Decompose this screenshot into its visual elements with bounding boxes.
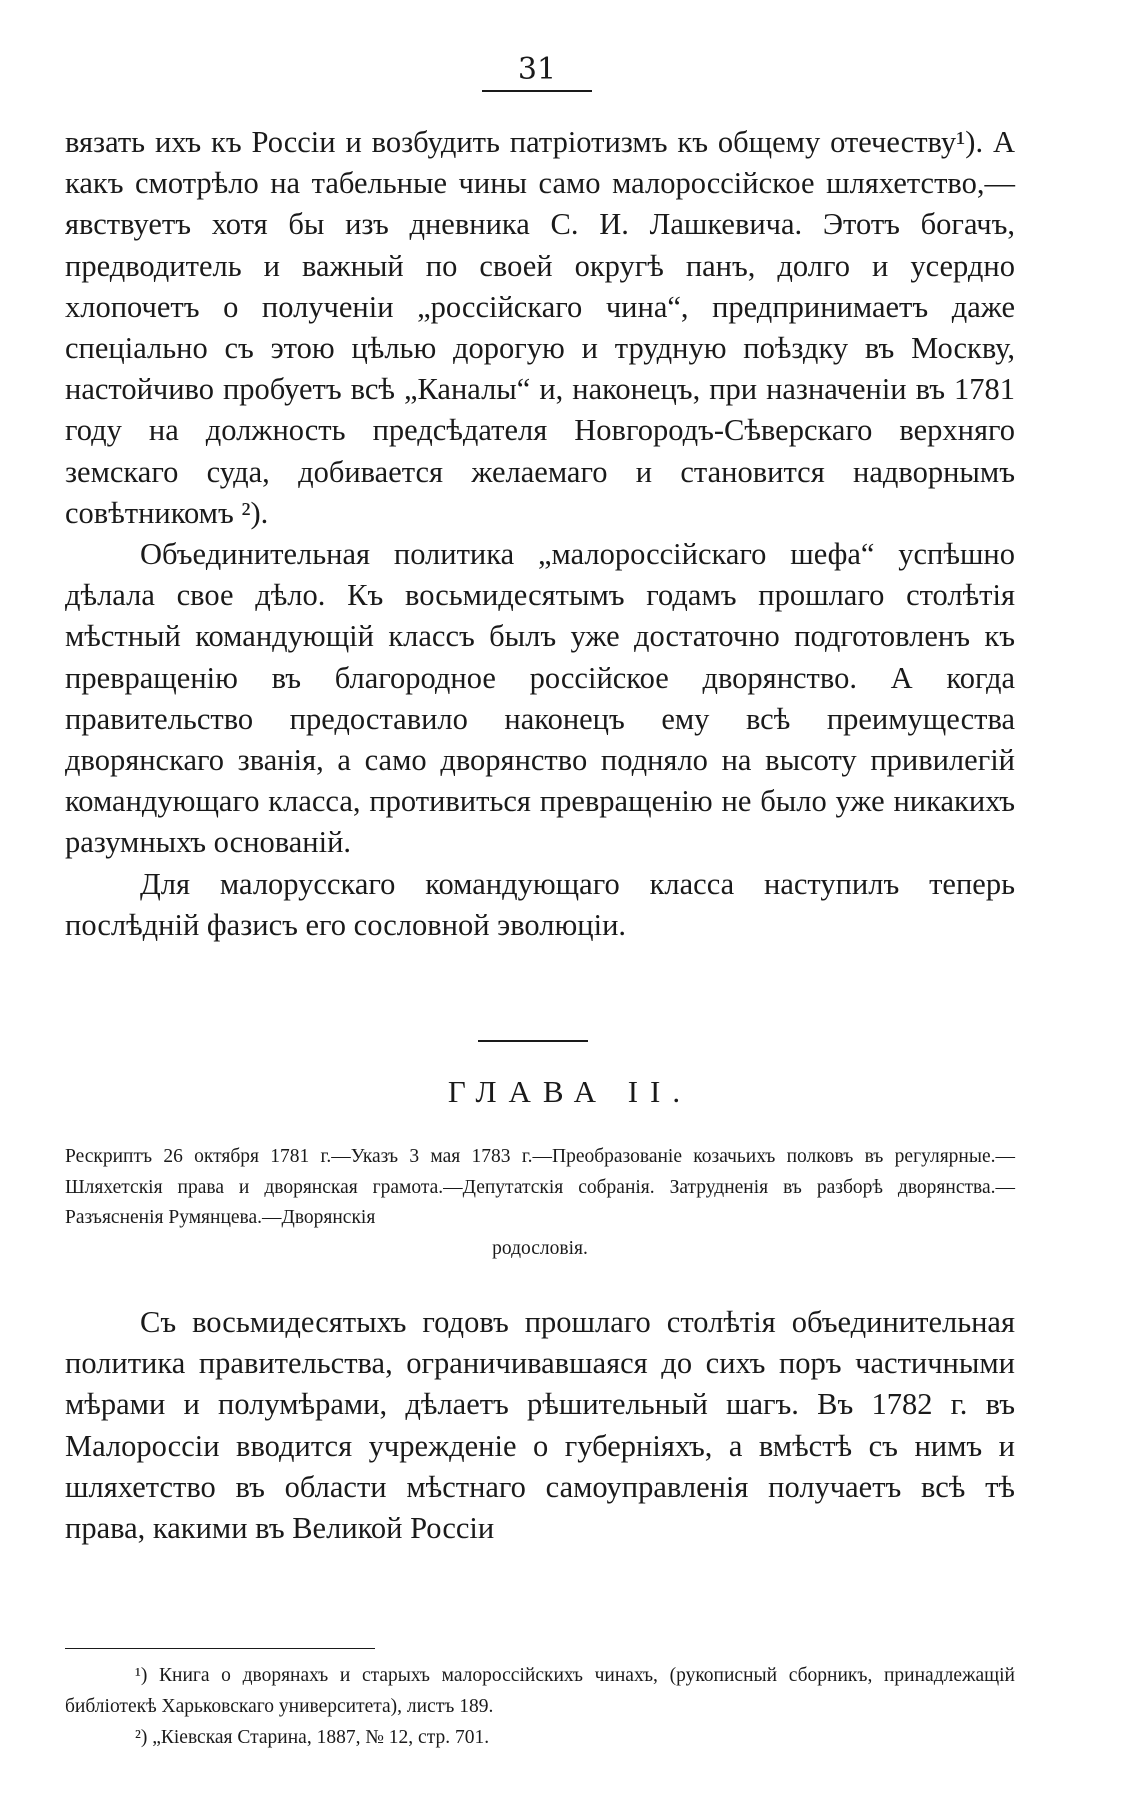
main-text-bottom: [65, 1302, 1015, 1549]
footnote: ¹) Книга о дворянахъ и старыхъ малороссійскихъ чинахъ, (рукописный сборникъ, принадлежащій библіотекѣ Харьковскаго университета), листъ 189.: [65, 1665, 1015, 1717]
section-divider: [478, 1040, 588, 1042]
chapter-summary-end: родословія.: [492, 1237, 588, 1259]
paragraph: вязать ихъ къ Россіи и возбудить патріотизмъ къ общему отечеству¹). А какъ смотрѣло на табельные чины само малороссійское шляхетство,—явствуетъ хотя бы изъ дневника С. И. Лашкевича. Этотъ богачъ, предводитель и важный по своей округѣ панъ, долго и усердно хлопочетъ о полученіи „россійскаго чина“, предпринимаетъ даже спеціально съ этою цѣлью дорогую и трудную поѣздку въ Москву, настойчиво пробуетъ всѣ „Каналы“ и, наконецъ, при назначеніи въ 1781 году на должность предсѣдателя Новгородъ-Сѣверскаго верхняго земскаго суда, добивается желаемаго и становится надворнымъ совѣтникомъ ²).: [65, 125, 1015, 530]
paragraph: Съ восьмидесятыхъ годовъ прошлаго столѣтія объединительная политика правительства, ограничивавшаяся до сихъ поръ частичными мѣрами и полумѣрами, дѣлаетъ рѣшительный шагъ. Въ 1782 г. въ Малороссіи вводится учрежденіе о губерніяхъ, а вмѣстѣ съ нимъ и шляхетство въ области мѣстнаго самоуправленія получаетъ всѣ тѣ права, какими въ Великой Россіи: [65, 1305, 1015, 1546]
paragraph: Для малорусскаго командующаго класса наступилъ теперь послѣдній фазисъ его сословной эволюціи.: [65, 866, 1015, 942]
chapter-summary-text: Рескриптъ 26 октября 1781 г.—Указъ 3 мая 1783 г.—Преобразованіе козачьихъ полковъ въ регулярные.—Шляхетскія права и дворянская грамота.—Депутатскія собранія. Затрудненія въ разборѣ дворянства.—Разъясненія Румянцева.—Дворянскія: [65, 1146, 1015, 1228]
footnote: ²) „Кіевская Старина, 1887, № 12, стр. 701.: [135, 1727, 490, 1748]
main-text-top: [65, 122, 1015, 946]
page-number: 31: [482, 52, 592, 92]
footnote-divider: [65, 1648, 375, 1649]
chapter-summary: [65, 1142, 1015, 1264]
footnotes: [65, 1660, 1015, 1753]
paragraph: Объединительная политика „малороссійскаго шефа“ успѣшно дѣлала свое дѣло. Къ восьмидесятымъ годамъ прошлаго столѣтія мѣстный командующій классъ былъ уже достаточно подготовленъ къ превращенію въ благородное россійское дворянство. А когда правительство предоставило наконецъ ему всѣ преимущества дворянскаго званія, а само дворянство подняло на высоту привилегій командующаго класса, противиться превращенію не было уже никакихъ разумныхъ основаній.: [65, 537, 1015, 860]
chapter-heading: ГЛАВА II.: [447, 1074, 693, 1109]
